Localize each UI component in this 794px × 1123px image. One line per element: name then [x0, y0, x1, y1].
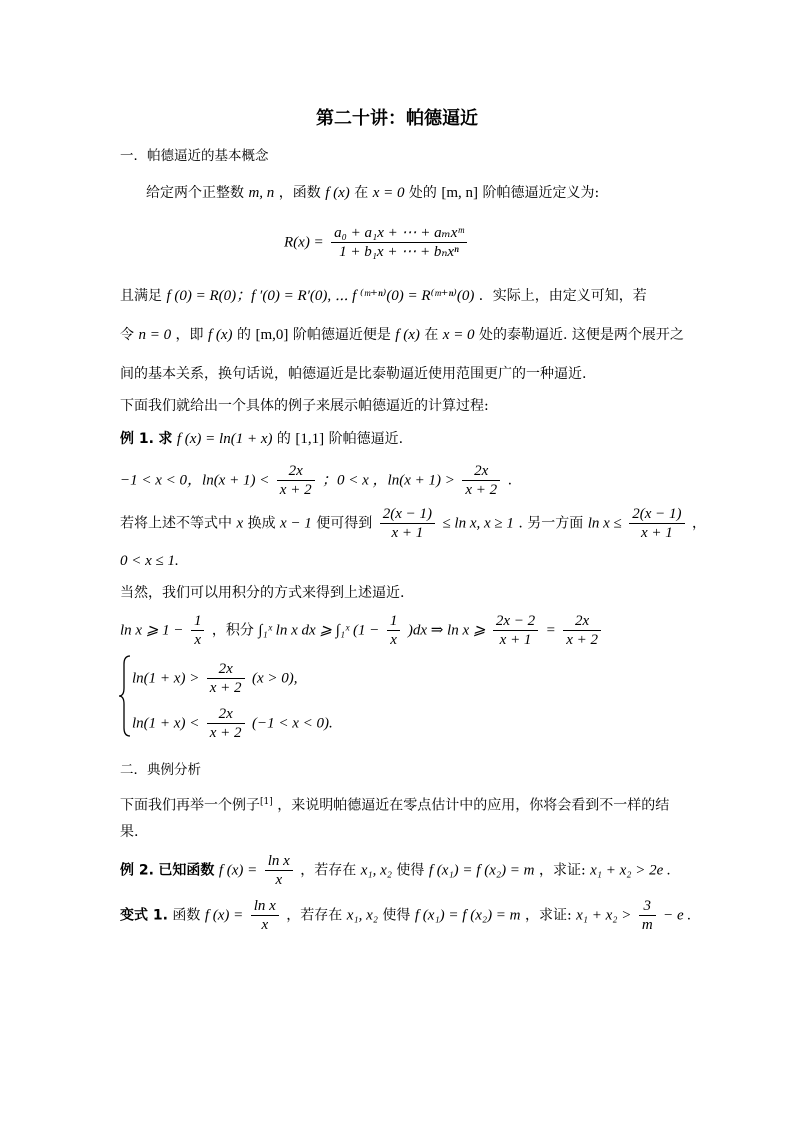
math: ；0 < x ，ln(x + 1) >	[322, 472, 455, 489]
fraction	[563, 612, 601, 649]
inequality-line	[120, 462, 512, 499]
math: ≤ ln x, x ≥ 1	[442, 515, 514, 532]
denominator: x + 2	[209, 680, 242, 696]
text: 下面我们再举一个例子	[120, 797, 260, 814]
math: ∫₁ˣ ln x dx ⩾ ∫₁ˣ (1 −	[258, 622, 380, 639]
denominator: x + 1	[640, 525, 673, 541]
replacement-line	[120, 505, 706, 542]
text: ，求证:	[538, 862, 586, 879]
text: ，来说明帕德逼近在零点估计中的应用，你将会看到不一样的结	[277, 797, 670, 814]
math: f (x) =	[218, 862, 258, 879]
text: 阶帕德逼近便是	[292, 327, 391, 343]
math: x₁, x₂	[346, 907, 378, 924]
example-label: 例 1.	[120, 431, 154, 447]
numerator: 2x	[207, 660, 245, 679]
math: f (x)	[325, 185, 350, 201]
system-line-2	[132, 705, 333, 742]
text: 阶帕德逼近.	[328, 431, 404, 447]
text: 若将上述不等式中	[120, 515, 232, 532]
numerator: 2(x − 1)	[629, 505, 684, 524]
text: 且满足	[120, 288, 162, 304]
denominator: x + 2	[209, 725, 242, 741]
text: 使得	[382, 907, 411, 924]
fraction	[191, 612, 205, 649]
text: 处的	[408, 185, 437, 201]
math: f (x₁) = f (x₂) = m	[414, 907, 521, 924]
math: =	[545, 622, 556, 639]
math: x	[236, 515, 244, 532]
text: ，积分	[211, 622, 254, 639]
text: . 另一方面	[518, 515, 584, 532]
text: ．实际上，由定义可知，若	[478, 288, 647, 304]
denominator: x + 2	[566, 632, 598, 648]
variant-label: 变式 1.	[120, 907, 168, 924]
fraction	[387, 612, 401, 649]
citation-ref[interactable]: [1]	[260, 797, 273, 807]
text: ，若存在	[286, 907, 343, 924]
math: ln x ⩾ 1 −	[120, 622, 184, 639]
denominator: x + 1	[391, 525, 424, 541]
math: [1,1]	[295, 431, 325, 447]
denominator: x	[390, 632, 397, 648]
numerator: 2x	[563, 612, 601, 631]
example1-statement	[120, 429, 403, 449]
relation-line: 间的基本关系，换句话说，帕德逼近是比泰勒逼近使用范围更广的一种逼近.	[120, 366, 587, 382]
system-brace	[118, 654, 132, 738]
formula-lhs: R(x) =	[284, 234, 324, 251]
range-line: 0 < x ≤ 1.	[120, 553, 179, 569]
math: x − 1	[280, 515, 312, 532]
math: x₁ + x₂ >	[576, 907, 632, 924]
text: 在	[424, 327, 439, 343]
example-label: 例 2.	[120, 862, 154, 879]
math: x = 0	[442, 327, 475, 343]
math: − e .	[663, 907, 692, 924]
text: 使得	[396, 862, 425, 879]
taylor-line	[120, 325, 684, 345]
formula-denominator: 1 + b₁x + ⋯ + bₙxⁿ	[339, 244, 459, 260]
integral-intro-line: 当然，我们可以用积分的方式来得到上述逼近.	[120, 585, 405, 601]
page-title: 第二十讲：帕德逼近	[316, 108, 478, 129]
text: 处的泰勒逼近. 这便是两个展开之	[479, 327, 684, 343]
text: 在	[354, 185, 369, 201]
denominator: x + 2	[279, 482, 312, 498]
section2-intro	[120, 792, 669, 816]
section2-heading: 二．典例分析	[120, 762, 201, 778]
numerator: ln x	[265, 852, 293, 871]
math: f (x) = ln(1 + x)	[176, 431, 273, 447]
fraction	[639, 897, 656, 934]
text: 已知函数	[158, 862, 215, 879]
text: 函数	[172, 907, 201, 924]
fraction	[380, 505, 435, 542]
math: (x > 0),	[252, 670, 298, 687]
condition-line	[120, 286, 647, 306]
math: f (x)	[395, 327, 420, 343]
text: ，若存在	[300, 862, 357, 879]
text: 的	[237, 327, 252, 343]
denominator: x + 2	[465, 482, 498, 498]
system-line-1	[132, 660, 298, 697]
denominator: x	[194, 632, 202, 648]
denominator: x	[275, 872, 283, 888]
math: (−1 < x < 0).	[252, 715, 333, 732]
math: [m,0]	[255, 327, 289, 343]
math: f (0) = R(0)；f ′(0) = R′(0), ⋯ f ⁽ᵐ⁺ⁿ⁾(0) = R⁽ᵐ⁺ⁿ⁾(0)	[166, 288, 475, 304]
fraction	[462, 462, 500, 499]
math: −1 < x < 0，ln(x + 1) <	[120, 472, 270, 489]
definition-line	[146, 183, 599, 203]
math: x₁ + x₂ > 2e .	[590, 862, 671, 879]
numerator: 2x	[462, 462, 500, 481]
math: )dx ⇒ ln x ⩾	[407, 622, 486, 639]
fraction	[277, 462, 315, 499]
numerator: ln x	[251, 897, 279, 916]
math: ln(1 + x) <	[132, 715, 200, 732]
pade-formula	[284, 224, 470, 261]
fraction	[493, 612, 538, 649]
numerator: 2x	[207, 705, 245, 724]
numerator: 1	[191, 612, 205, 631]
formula-fraction	[331, 224, 467, 261]
denominator: m	[641, 917, 653, 933]
example2-statement	[120, 852, 671, 889]
numerator: 2x	[277, 462, 315, 481]
math: f (x₁) = f (x₂) = m	[428, 862, 535, 879]
math: ln(1 + x) >	[132, 670, 200, 687]
text: ，函数	[278, 185, 321, 201]
math: f (x) =	[204, 907, 244, 924]
math: [m, n]	[441, 185, 479, 201]
fraction	[629, 505, 684, 542]
fraction	[251, 897, 279, 934]
math: f (x)	[207, 327, 233, 343]
example-intro-line: 下面我们就给出一个具体的例子来展示帕德逼近的计算过程:	[120, 398, 489, 414]
numerator: 1	[387, 612, 401, 631]
text: 令	[120, 327, 134, 343]
math: ln x ≤	[587, 515, 622, 532]
math: x₁, x₂	[360, 862, 392, 879]
denominator: x	[261, 917, 269, 933]
numerator: 2x − 2	[493, 612, 538, 631]
denominator: x + 1	[499, 632, 532, 648]
text: ，	[691, 515, 706, 532]
section2-intro-end: 果.	[120, 824, 139, 840]
math: m, n	[248, 185, 275, 201]
fraction	[207, 660, 245, 697]
fraction	[265, 852, 293, 889]
text: 阶帕德逼近定义为:	[482, 185, 600, 201]
text: 便可得到	[316, 515, 373, 532]
text: 的	[276, 431, 291, 447]
text: .	[507, 472, 513, 489]
variant1-statement	[120, 897, 691, 934]
text: ，即	[175, 327, 204, 343]
text: ，求证:	[524, 907, 572, 924]
fraction	[207, 705, 245, 742]
section1-heading: 一．帕德逼近的基本概念	[120, 148, 269, 164]
text: 换成	[247, 515, 276, 532]
formula-numerator: a₀ + a₁x + ⋯ + aₘxᵐ	[331, 224, 467, 243]
text: 给定两个正整数	[146, 185, 244, 201]
numerator: 2(x − 1)	[380, 505, 435, 524]
integral-line	[120, 612, 604, 649]
math: x = 0	[372, 185, 405, 201]
numerator: 3	[639, 897, 656, 916]
text: 求	[158, 431, 173, 447]
math: n = 0	[138, 327, 172, 343]
